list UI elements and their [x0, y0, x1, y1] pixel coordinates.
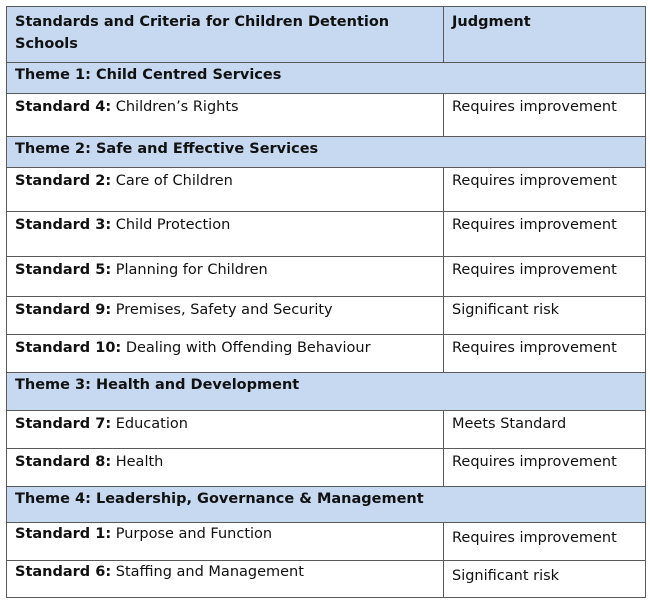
standard-cell — [7, 297, 444, 335]
standard-cell — [7, 411, 444, 449]
standard-label: Standard 3: — [15, 217, 112, 233]
table-row — [7, 297, 646, 335]
standard-label: Standard 9: — [15, 302, 112, 318]
standard-name: Children’s Rights — [115, 99, 239, 115]
theme-row — [7, 487, 646, 523]
standard-cell — [7, 523, 444, 561]
judgment-cell: Requires improvement — [444, 212, 646, 257]
judgment-cell: Requires improvement — [444, 257, 646, 297]
theme-title: Theme 4: Leadership, Governance & Management — [7, 487, 646, 523]
theme-row — [7, 137, 646, 168]
table-row — [7, 257, 646, 297]
theme-title: Theme 1: Child Centred Services — [7, 63, 646, 94]
standard-name: Education — [115, 416, 188, 432]
judgment-cell: Significant risk — [444, 297, 646, 335]
standards-judgment-table — [6, 6, 646, 598]
table-row — [7, 94, 646, 137]
standard-name: Child Protection — [115, 217, 231, 233]
table-row — [7, 561, 646, 598]
standard-name: Premises, Safety and Security — [115, 302, 333, 318]
standard-label: Standard 5: — [15, 262, 112, 278]
header-standards-criteria: Standards and Criteria for Children Detention Schools — [7, 7, 444, 63]
standard-label: Standard 2: — [15, 173, 112, 189]
standard-name: Planning for Children — [115, 262, 268, 278]
judgment-cell: Requires improvement — [444, 94, 646, 137]
judgment-cell: Meets Standard — [444, 411, 646, 449]
judgment-cell: Requires improvement — [444, 523, 646, 561]
theme-row — [7, 373, 646, 411]
table-row — [7, 523, 646, 561]
standard-name: Purpose and Function — [115, 526, 273, 542]
standard-cell — [7, 212, 444, 257]
table-row — [7, 411, 646, 449]
standard-cell — [7, 257, 444, 297]
table-row — [7, 168, 646, 212]
standard-name: Staffing and Management — [115, 564, 304, 580]
standard-cell — [7, 168, 444, 212]
standard-name: Care of Children — [115, 173, 233, 189]
standard-cell — [7, 335, 444, 373]
theme-row — [7, 63, 646, 94]
standard-label: Standard 10: — [15, 340, 122, 356]
judgment-cell: Requires improvement — [444, 168, 646, 212]
theme-title: Theme 2: Safe and Effective Services — [7, 137, 646, 168]
header-judgment: Judgment — [444, 7, 646, 63]
standard-name: Dealing with Offending Behaviour — [125, 340, 371, 356]
standard-cell — [7, 449, 444, 487]
table-header-row — [7, 7, 646, 63]
standard-label: Standard 7: — [15, 416, 112, 432]
standard-cell — [7, 561, 444, 598]
judgment-cell: Requires improvement — [444, 449, 646, 487]
standard-label: Standard 1: — [15, 526, 112, 542]
table-row — [7, 449, 646, 487]
judgment-cell: Requires improvement — [444, 335, 646, 373]
judgment-cell: Significant risk — [444, 561, 646, 598]
table-row — [7, 212, 646, 257]
table-row — [7, 335, 646, 373]
standard-name: Health — [115, 454, 164, 470]
standard-label: Standard 6: — [15, 564, 112, 580]
theme-title: Theme 3: Health and Development — [7, 373, 646, 411]
standard-label: Standard 4: — [15, 99, 112, 115]
standard-label: Standard 8: — [15, 454, 112, 470]
standard-cell — [7, 94, 444, 137]
